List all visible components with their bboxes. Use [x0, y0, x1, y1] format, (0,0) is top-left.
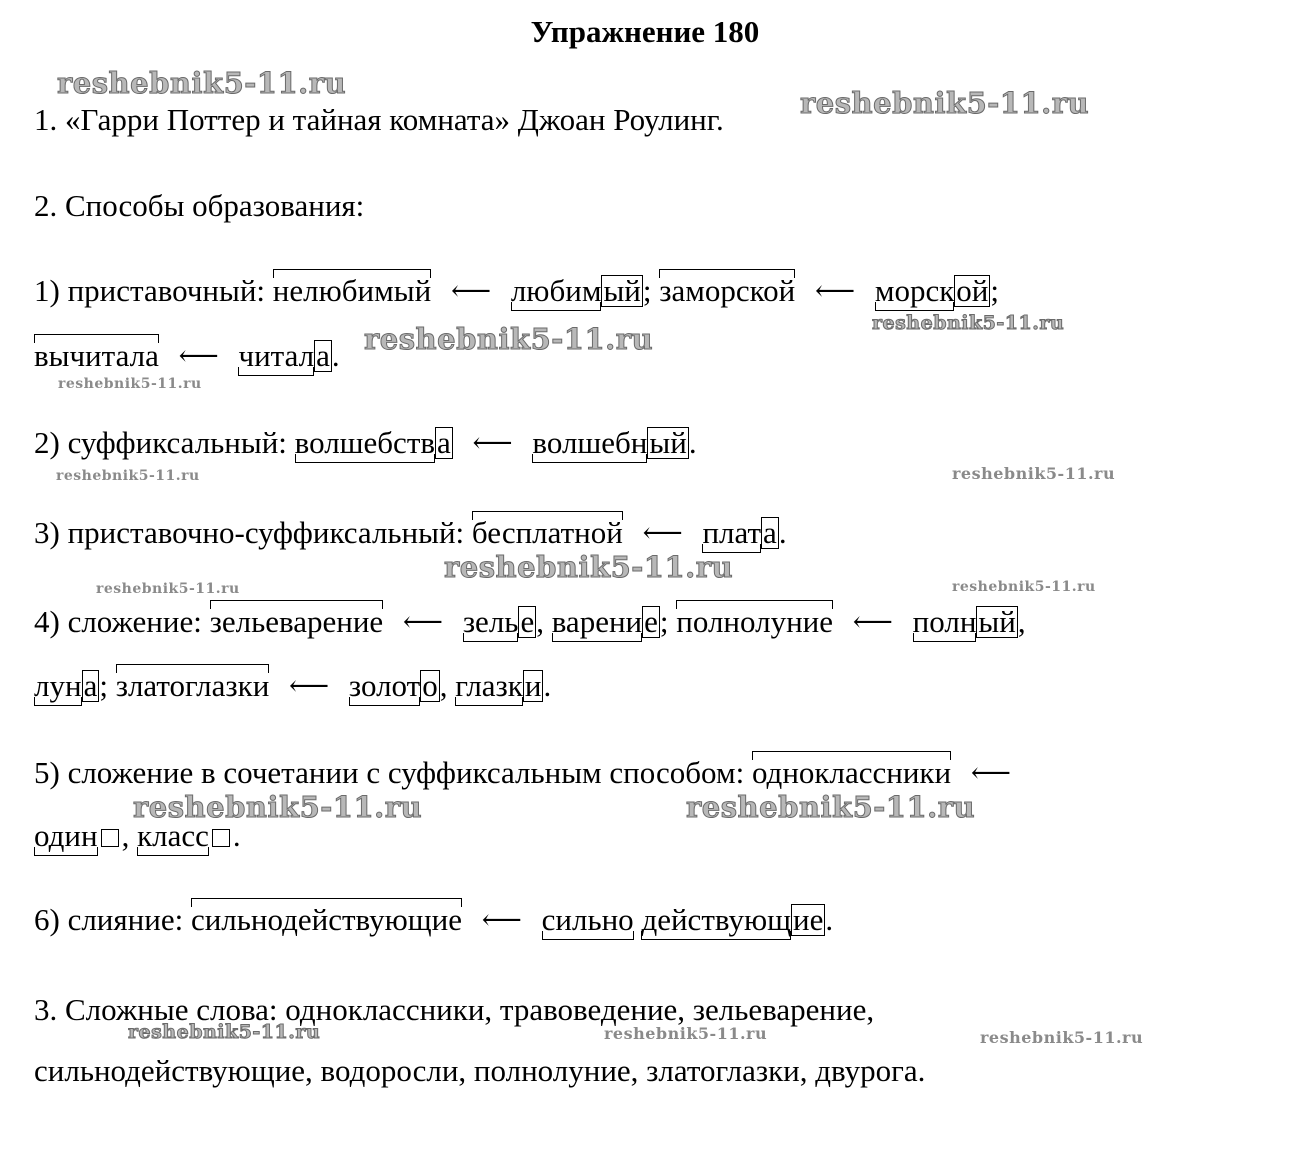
ending: и	[524, 668, 542, 703]
word: заморской	[659, 273, 796, 308]
watermark: reshebnik5-11.ru	[686, 790, 976, 824]
label: 4) сложение:	[34, 604, 202, 639]
word: златоглазки	[115, 668, 270, 703]
arrow-left-icon: ⟵	[642, 518, 683, 549]
zero-ending-icon	[101, 829, 119, 847]
watermark: reshebnik5-11.ru	[364, 322, 654, 356]
stem: варени	[551, 604, 643, 639]
word: бесплатной	[471, 515, 623, 550]
stem: полн	[912, 604, 977, 639]
ending: а	[763, 515, 777, 550]
ending: е	[644, 604, 658, 639]
item-2: 2. Способы образования:	[34, 188, 365, 223]
stem: читал	[238, 338, 315, 373]
item-3-line-1: 3. Сложные слова: одноклассники, травоведение, зельеварение,	[34, 992, 875, 1027]
word: одноклассники	[751, 755, 952, 790]
ending: ый	[603, 273, 641, 308]
stem: волшебств	[294, 425, 436, 460]
item-3-line-2: сильнодействующие, водоросли, полнолуние, златоглазки, двурога.	[34, 1053, 926, 1088]
watermark: reshebnik5-11.ru	[133, 790, 423, 824]
stem: плат	[702, 515, 762, 550]
arrow-left-icon: ⟵	[402, 607, 444, 638]
label: 2) суффиксальный:	[34, 425, 287, 460]
label: 5) сложение в сочетании с суффиксальным способом:	[34, 755, 745, 790]
ending: ый	[649, 425, 687, 460]
line-compound: 4) сложение: зельеварение ⟵ зелье, варение; полнолуние ⟵ полный,	[34, 604, 1026, 639]
stem: морск	[874, 273, 955, 308]
label: 6) слияние:	[34, 902, 184, 937]
arrow-left-icon: ⟵	[481, 905, 522, 936]
line-suffix: 2) суффиксальный: волшебства ⟵ волшебный.	[34, 425, 697, 460]
ending: а	[316, 338, 330, 373]
ending: о	[422, 668, 438, 703]
arrow-left-icon: ⟵	[970, 758, 1011, 789]
stem: золот	[348, 668, 421, 703]
watermark: reshebnik5-11.ru	[444, 550, 734, 584]
watermark: reshebnik5-11.ru	[872, 312, 1065, 334]
item-1: 1. «Гарри Поттер и тайная комната» Джоан Роулинг.	[34, 102, 724, 137]
stem: зель	[462, 604, 519, 639]
arrow-left-icon: ⟵	[814, 276, 856, 307]
word: сильнодействующие	[190, 902, 462, 937]
stem: один	[34, 818, 98, 853]
ending: а	[83, 668, 98, 703]
arrow-left-icon: ⟵	[472, 428, 513, 459]
watermark: reshebnik5-11.ru	[96, 581, 240, 597]
watermark: reshebnik5-11.ru	[56, 468, 200, 484]
watermark: reshebnik5-11.ru	[980, 1028, 1144, 1047]
word: зельеварение	[209, 604, 384, 639]
arrow-left-icon: ⟵	[289, 671, 330, 702]
line-fusion: 6) слияние: сильнодействующие ⟵ сильно действующие.	[34, 902, 834, 937]
line-compound-cont: луна; златоглазки ⟵ золото, глазки.	[34, 668, 552, 703]
stem: глазк	[455, 668, 523, 703]
line-prefix-cont: вычитала ⟵ читала.	[34, 338, 340, 373]
watermark: reshebnik5-11.ru	[57, 66, 347, 100]
line-prefix: 1) приставочный: нелюбимый ⟵ любимый; заморской ⟵ морской;	[34, 273, 999, 308]
stem: любим	[510, 273, 602, 308]
ending: ие	[792, 902, 824, 937]
watermark: reshebnik5-11.ru	[952, 579, 1096, 595]
word: полнолуние	[676, 604, 834, 639]
ending: ый	[978, 604, 1016, 639]
line-compound-suffix	[34, 755, 1023, 792]
word: нелюбимый	[272, 273, 432, 308]
stem: сильно	[541, 902, 634, 937]
stem: волшебн	[532, 425, 648, 460]
stem: лун	[34, 668, 82, 703]
label: 1) приставочный:	[34, 273, 266, 308]
line-compound-suffix-cont: один , класс .	[34, 818, 241, 853]
watermark: reshebnik5-11.ru	[128, 1021, 321, 1043]
watermark: reshebnik5-11.ru	[952, 464, 1116, 483]
ending: ой	[956, 273, 989, 308]
page-title: Упражнение 180	[530, 14, 760, 49]
stem: действующ	[641, 902, 791, 937]
ending: е	[520, 604, 535, 639]
word: вычитала	[34, 338, 159, 373]
ending: а	[437, 425, 451, 460]
watermark: reshebnik5-11.ru	[800, 86, 1090, 120]
watermark: reshebnik5-11.ru	[604, 1024, 768, 1043]
watermark: reshebnik5-11.ru	[58, 376, 202, 392]
line-prefix-suffix: 3) приставочно-суффиксальный: бесплатной ⟵ плата.	[34, 515, 787, 550]
arrow-left-icon: ⟵	[450, 276, 492, 307]
stem: класс	[137, 818, 209, 853]
zero-ending-icon	[212, 829, 230, 847]
label: 3) приставочно-суффиксальный:	[34, 515, 465, 550]
arrow-left-icon: ⟵	[852, 607, 893, 638]
arrow-left-icon: ⟵	[178, 341, 219, 372]
